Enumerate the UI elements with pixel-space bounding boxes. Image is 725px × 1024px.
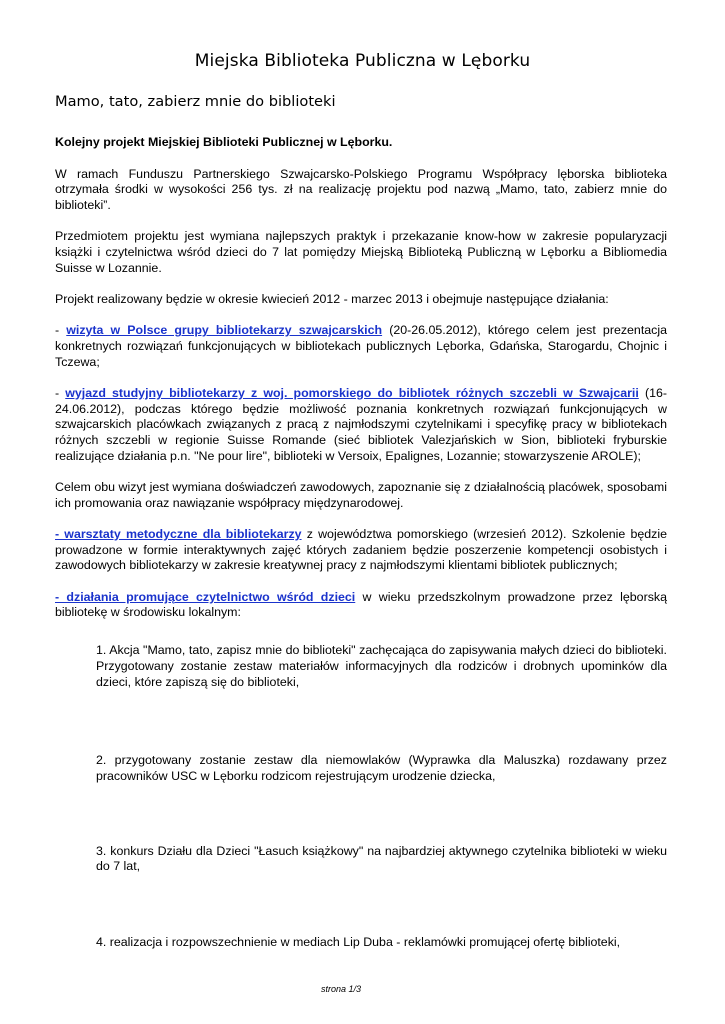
activity-text: (16-24.06.2012), podczas którego będzie możliwość poznania konkretnych rozwiązań funkcjonujących w szwajcarskich placówkach związanych z pracą z najmłodszymi czytelnikami i specyfikę pracy w bibliotekach różnych szczebli w regionie Suisse Romande (sieć bibliotek Valezjańskich w Sion, biblioteki fryburskie realizujące działania p.n. "Ne pour lire", biblioteki w Versoix, Epalignes, Lozannie; stowarzyszenie AROLE); — [55, 385, 667, 463]
promotion-link[interactable]: - działania promujące czytelnictwo wśród dzieci — [55, 589, 356, 604]
paragraph-visits-goal: Celem obu wizyt jest wymiana doświadczeń zawodowych, zapoznanie się z działalnością placówek, sposobami ich promowania oraz nawiązanie współpracy międzynarodowej. — [55, 480, 667, 510]
article-body — [55, 135, 667, 951]
article-title: Mamo, tato, zabierz mnie do biblioteki — [55, 93, 336, 110]
activity-workshops — [55, 527, 667, 574]
activity-text: (20-26.05.2012), którego celem jest prezentacja konkretnych rozwiązań funkcjonujących w bibliotekach publicznych Lęborka, Gdańska, Starogardu, Chojnic i Tczewa; — [55, 323, 667, 369]
list-item: 2. przygotowany zostanie zestaw dla niemowlaków (Wyprawka dla Maluszka) rozdawany przez pracowników USC w Lęborku rodzicom rejestrującym urodzenie dziecka, — [96, 753, 667, 783]
activity-text: z województwa pomorskiego (wrzesień 2012). Szkolenie będzie prowadzone w formie interaktywnych zajęć których zadaniem będzie poszerzenie kompetencji osobistych i zawodowych bibliotekarzy w zakresie kreatywnej pracy z najmłodszymi klientami bibliotek publicznych; — [55, 527, 668, 573]
list-item: 4. realizacja i rozpowszechnienie w mediach Lip Duba - reklamówki promującej ofertę biblioteki, — [96, 935, 621, 950]
activity-dash: - — [55, 323, 67, 338]
page-number: strona 1/3 — [320, 984, 362, 994]
list-item: 1. Akcja "Mamo, tato, zapisz mnie do biblioteki" zachęcająca do zapisywania małych dzieci do biblioteki. Przygotowany zostanie zestaw materiałów informacyjnych dla rodziców i drobnych upominków dla dzieci, które zapiszą się do biblioteki, — [96, 643, 667, 689]
swiss-visit-link[interactable]: wizyta w Polsce grupy bibliotekarzy szwajcarskich — [66, 323, 383, 338]
activity-promotion — [55, 590, 667, 621]
paragraph-subject: Przedmiotem projektu jest wymiana najlepszych praktyk i przekazanie know-how w zakresie popularyzacji książki i czytelnictwa wśród dzieci do 7 lat pomiędzy Miejską Biblioteką Publiczną w Lęborku a Bibliomedia Suisse w Lozannie. — [55, 229, 667, 275]
site-title: Miejska Biblioteka Publiczna w Lęborku — [194, 51, 531, 71]
activity-text: w wieku przedszkolnym prowadzone przez lęborską bibliotekę w środowisku lokalnym: — [55, 589, 667, 620]
paragraph-funding: W ramach Funduszu Partnerskiego Szwajcarsko-Polskiego Programu Współpracy lęborska biblioteka otrzymała środki w wysokości 256 tys. zł na realizację projektu pod nazwą „Mamo, tato, zabierz mnie do biblioteki”. — [55, 166, 667, 212]
activity-study-trip — [55, 386, 667, 465]
lead-paragraph: Kolejny projekt Miejskiej Biblioteki Publicznej w Lęborku. — [55, 135, 393, 149]
workshops-link[interactable]: - warsztaty metodyczne dla bibliotekarzy — [55, 527, 302, 542]
study-trip-link[interactable]: wyjazd studyjny bibliotekarzy z woj. pomorskiego do bibliotek różnych szczebli w Szwajcarii — [65, 385, 639, 400]
list-item: 3. konkurs Działu dla Dzieci "Łasuch książkowy" na najbardziej aktywnego czytelnika biblioteki w wieku do 7 lat, — [96, 843, 667, 874]
activity-dash: - — [55, 385, 66, 400]
activity-swiss-visit — [55, 323, 667, 370]
paragraph-period: Projekt realizowany będzie w okresie kwiecień 2012 - marzec 2013 i obejmuje następujące działania: — [55, 291, 609, 306]
